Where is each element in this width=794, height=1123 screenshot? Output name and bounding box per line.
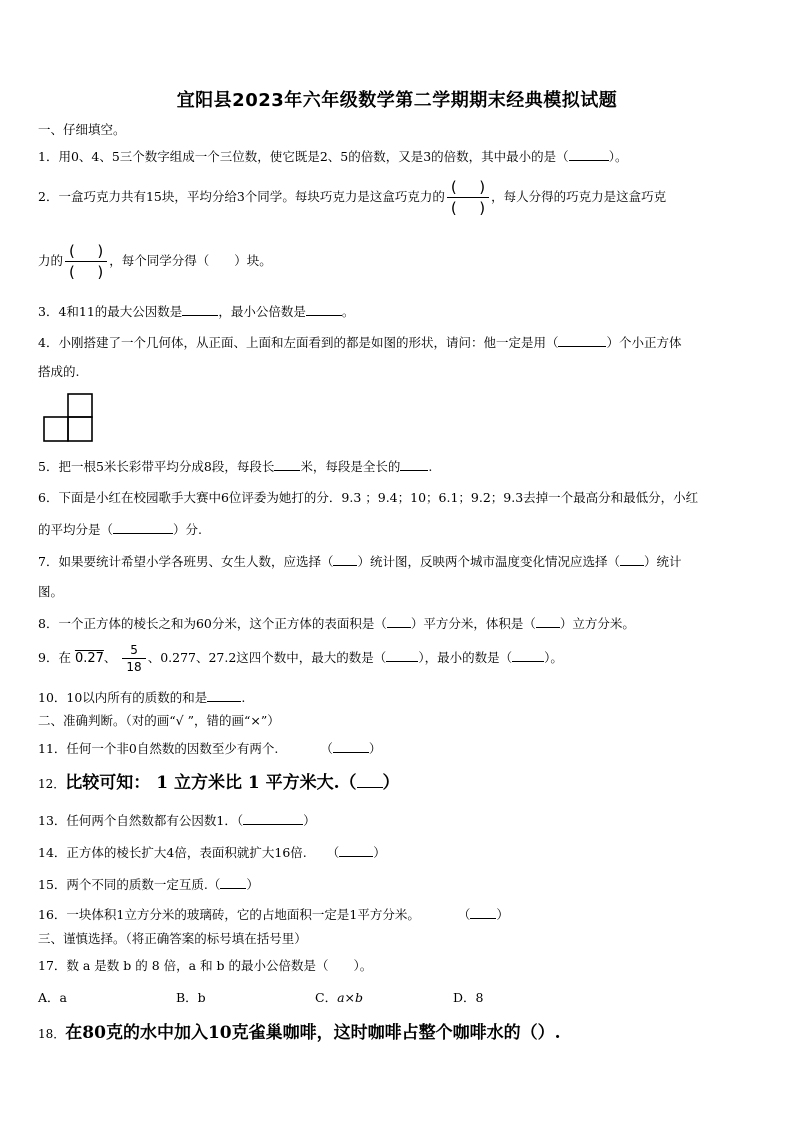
- question-6-continued: 的平均分是（ ）分.: [38, 522, 202, 537]
- answer-blank[interactable]: [333, 740, 369, 753]
- question-4-continued: 搭成的.: [38, 364, 80, 379]
- question-15: 15．两个不同的质数一定互质.（ ）: [38, 877, 259, 892]
- question-6: 6．下面是小红在校园歌手大赛中6位评委为她打的分．9.3 ；9.4；10；6.1；9.2；9.3去掉一个最高分和最低分，小红: [38, 490, 699, 505]
- question-8: 8．一个正方体的棱长之和为60分米，这个正方体的表面积是（ ）平方分米，体积是（ ）立方分米。: [38, 616, 635, 631]
- answer-blank[interactable]: [620, 553, 644, 566]
- question-1: 1．用0、4、5三个数字组成一个三位数，使它既是2、5的倍数，又是3的倍数，其中最小的是（ ）。: [38, 149, 628, 164]
- question-18: 18．在80克的水中加入10克雀巢咖啡，这时咖啡占整个咖啡水的（）.: [38, 1023, 561, 1043]
- repeating-decimal: 0.27: [74, 651, 104, 666]
- section-heading-choice: 三、谨慎选择。（将正确答案的标号填在括号里）: [38, 931, 307, 946]
- page-title: 宜阳县2023年六年级数学第二学期期末经典模拟试题: [176, 90, 618, 111]
- answer-blank[interactable]: [113, 521, 173, 534]
- section-heading-fill-in: 一、仔细填空。: [38, 122, 126, 137]
- answer-blank[interactable]: [536, 615, 560, 628]
- fraction-blank[interactable]: $\frac{( )}{( )}$: [65, 242, 107, 281]
- question-7: 7．如果要统计希望小学各班男、女生人数，应选择（ ）统计图，反映两个城市温度变化情况应选择（ ）统计: [38, 554, 682, 569]
- question-2-continued: 力的 $\frac{( )}{( )}$ ，每个同学分得（ ）块。: [38, 242, 272, 281]
- question-14: 14．正方体的棱长扩大4倍，表面积就扩大16倍. （ ）: [38, 845, 386, 860]
- answer-blank[interactable]: [207, 689, 241, 702]
- answer-blank[interactable]: [306, 303, 342, 316]
- answer-blank[interactable]: [400, 458, 428, 471]
- answer-blank[interactable]: [220, 876, 246, 889]
- answer-blank[interactable]: [387, 615, 411, 628]
- question-16: 16．一块体积1立方分米的玻璃砖，它的占地面积一定是1平方分米。 （ ）: [38, 907, 509, 922]
- fraction-blank[interactable]: $\frac{( )}{( )}$: [447, 178, 489, 217]
- answer-blank[interactable]: [339, 844, 373, 857]
- fraction-5-18: $\frac{5}{18}$: [122, 643, 145, 674]
- question-2: 2．一盒巧克力共有15块，平均分给3个同学。每块巧克力是这盒巧克力的 $\frac{( )}{( )}$ ，每人分得的巧克力是这盒巧克: [38, 178, 667, 217]
- answer-blank[interactable]: [470, 906, 496, 919]
- answer-blank[interactable]: [512, 649, 544, 662]
- answer-blank[interactable]: [333, 553, 357, 566]
- answer-blank[interactable]: [243, 812, 303, 825]
- answer-blank[interactable]: [569, 148, 609, 161]
- option-b[interactable]: B．b: [176, 990, 206, 1005]
- question-4: 4．小刚搭建了一个几何体，从正面、上面和左面看到的都是如图的形状，请问：他一定是用（ ）个小正方体: [38, 335, 682, 350]
- question-3: 3．4和11的最大公因数是 ，最小公倍数是 。: [38, 304, 355, 319]
- section-heading-judgement: 二、准确判断。（对的画“√ ”，错的画“×”）: [38, 713, 280, 728]
- answer-blank[interactable]: [558, 334, 606, 347]
- option-c[interactable]: C．a×b: [315, 990, 364, 1005]
- question-11: 11．任何一个非0自然数的因数至少有两个. （ ）: [38, 741, 382, 756]
- question-12: 12．比较可知： 1 立方米比 1 平方米大.（ ）: [38, 773, 400, 793]
- option-c-expression: a×b: [337, 990, 364, 1005]
- option-a[interactable]: A．a: [38, 990, 67, 1005]
- question-10: 10．10以内所有的质数的和是 .: [38, 690, 246, 705]
- question-9: 9．在 0.27、 $\frac{5}{18}$ 、0.277、27.2这四个数中，最大的数是（ ），最小的数是（ ）。: [38, 643, 563, 674]
- question-13: 13．任何两个自然数都有公因数1．（ ）: [38, 813, 316, 828]
- question-5: 5．把一根5米长彩带平均分成8段，每段长 米，每段是全长的 .: [38, 459, 433, 474]
- answer-blank[interactable]: [357, 771, 383, 788]
- cube-view-figure: [43, 393, 95, 442]
- answer-blank[interactable]: [386, 649, 418, 662]
- option-d[interactable]: D．8: [453, 990, 484, 1005]
- question-17: 17．数 a 是数 b 的 8 倍，a 和 b 的最小公倍数是（ ）。: [38, 958, 373, 973]
- answer-blank[interactable]: [274, 458, 300, 471]
- answer-blank[interactable]: [182, 303, 218, 316]
- question-7-continued: 图。: [38, 584, 64, 599]
